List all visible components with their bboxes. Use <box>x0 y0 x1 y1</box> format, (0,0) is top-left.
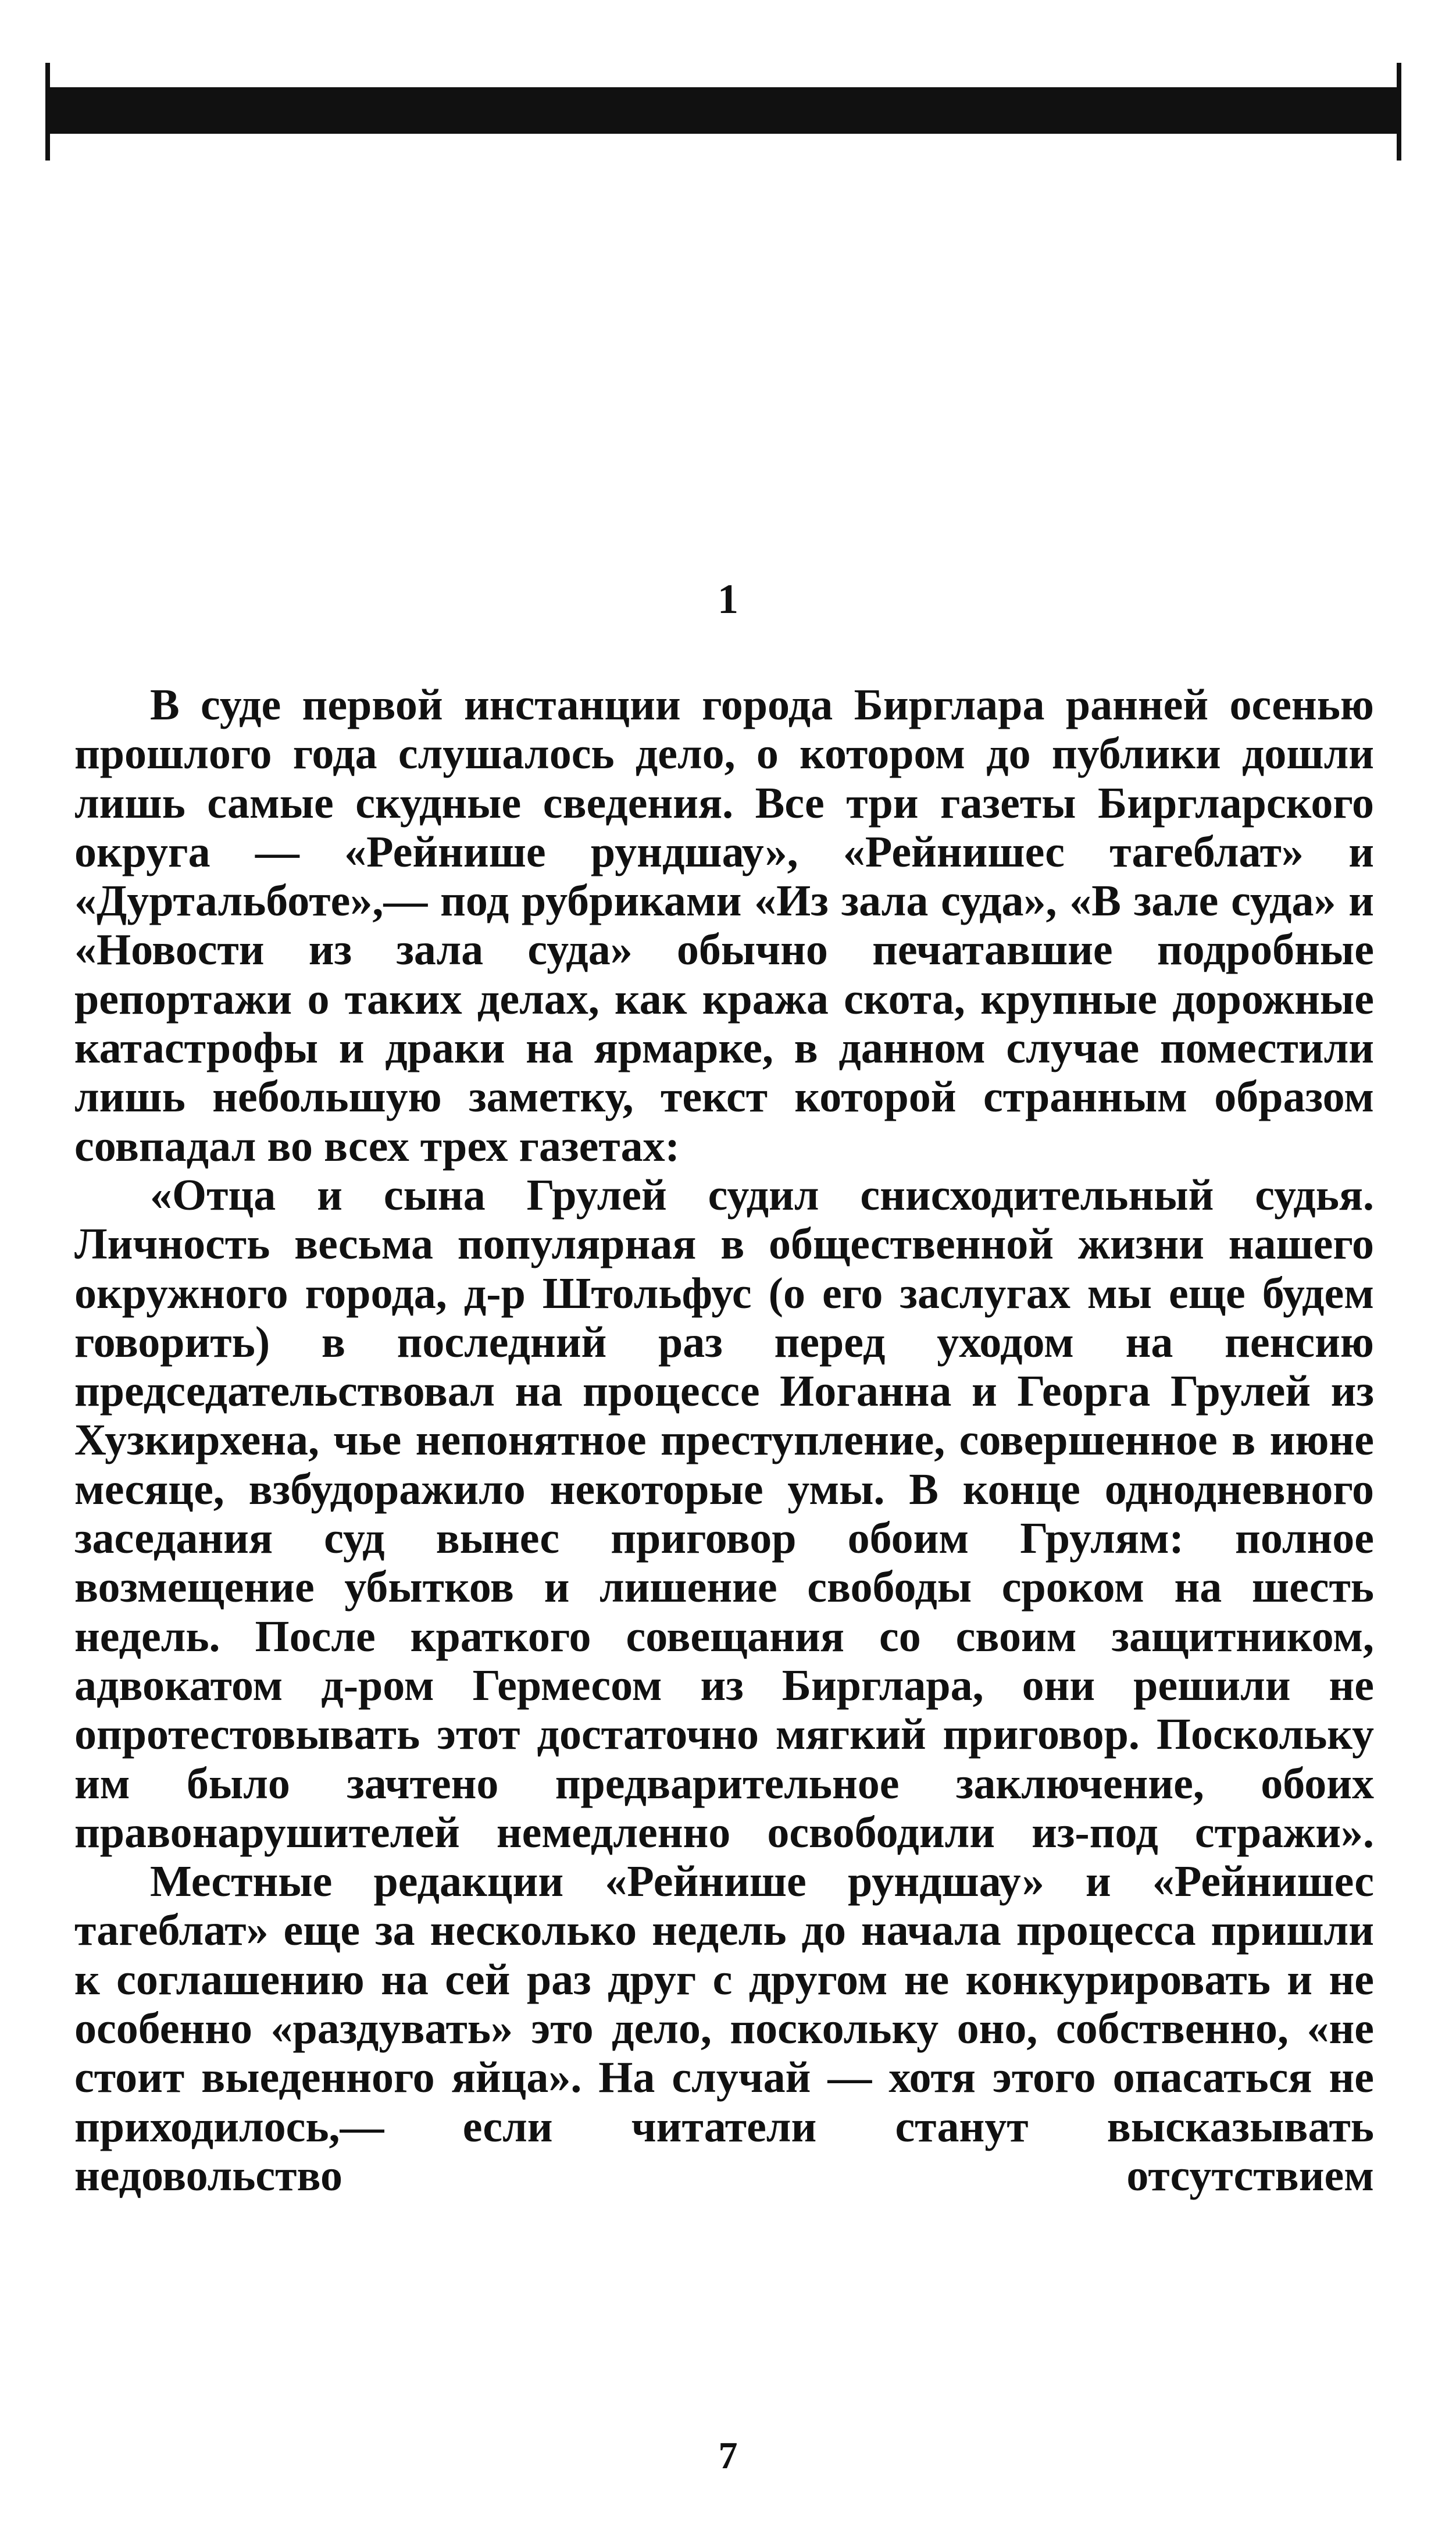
paragraph: Местные редакции «Рейнише рундшау» и «Рейнишес тагеблат» еще за несколько недель до начала процесса пришли к соглашению на сей раз друг с другом не конкурировать и не особенно «раздувать» это дело, поскольку оно, собственно, «не стоит выеденного яйца». На случай — хотя этого опасаться не приходилось,— если читатели станут высказывать недовольство отсутствием <box>74 1857 1374 2200</box>
header-rule-left-tick-top <box>45 63 50 98</box>
page-number: 7 <box>718 2434 738 2477</box>
paragraph: «Отца и сына Грулей судил снисходительный судья. Личность весьма популярная в общественной жизни нашего окружного города, д-р Штольфус (о его заслугах мы еще будем говорить) в последний раз перед уходом на пенсию председательствовал на процессе Иоганна и Георга Грулей из Хузкирхена, чье непонятное преступление, совершенное в июне месяце, взбудоражило некоторые умы. В конце однодневного заседания суд вынес приговор обоим Грулям: полное возмещение убытков и лишение свободы сроком на шесть недель. После краткого совещания со своим защитником, адвокатом д-ром Гермесом из Бирглара, они решили не опротестовывать этот достаточно мягкий приговор. Поскольку им было зачтено предварительное заключение, обоих правонарушителей немедленно освободили из-под стражи». <box>74 1170 1374 1857</box>
header-rule-right-tick-bottom <box>1397 121 1401 161</box>
header-rule-right-tick-top <box>1397 63 1401 98</box>
chapter-number: 1 <box>718 576 738 622</box>
header-rule-left-tick-bottom <box>45 121 50 161</box>
body-text <box>74 680 1374 2200</box>
header-rule-bar <box>45 87 1401 134</box>
header-rule <box>45 63 1401 162</box>
paragraph: В суде первой инстанции города Бирглара ранней осенью прошлого года слушалось дело, о котором до публики дошли лишь самые скудные сведения. Все три газеты Биргларского округа — «Рейнише рундшау», «Рейнишес тагеблат» и «Дуртальботе»,— под рубриками «Из зала суда», «В зале суда» и «Новости из зала суда» обычно печатавшие подробные репортажи о таких делах, как кража скота, крупные дорожные катастрофы и драки на ярмарке, в данном случае поместили лишь небольшую заметку, текст которой странным образом совпадал во всех трех газетах: <box>74 680 1374 1171</box>
